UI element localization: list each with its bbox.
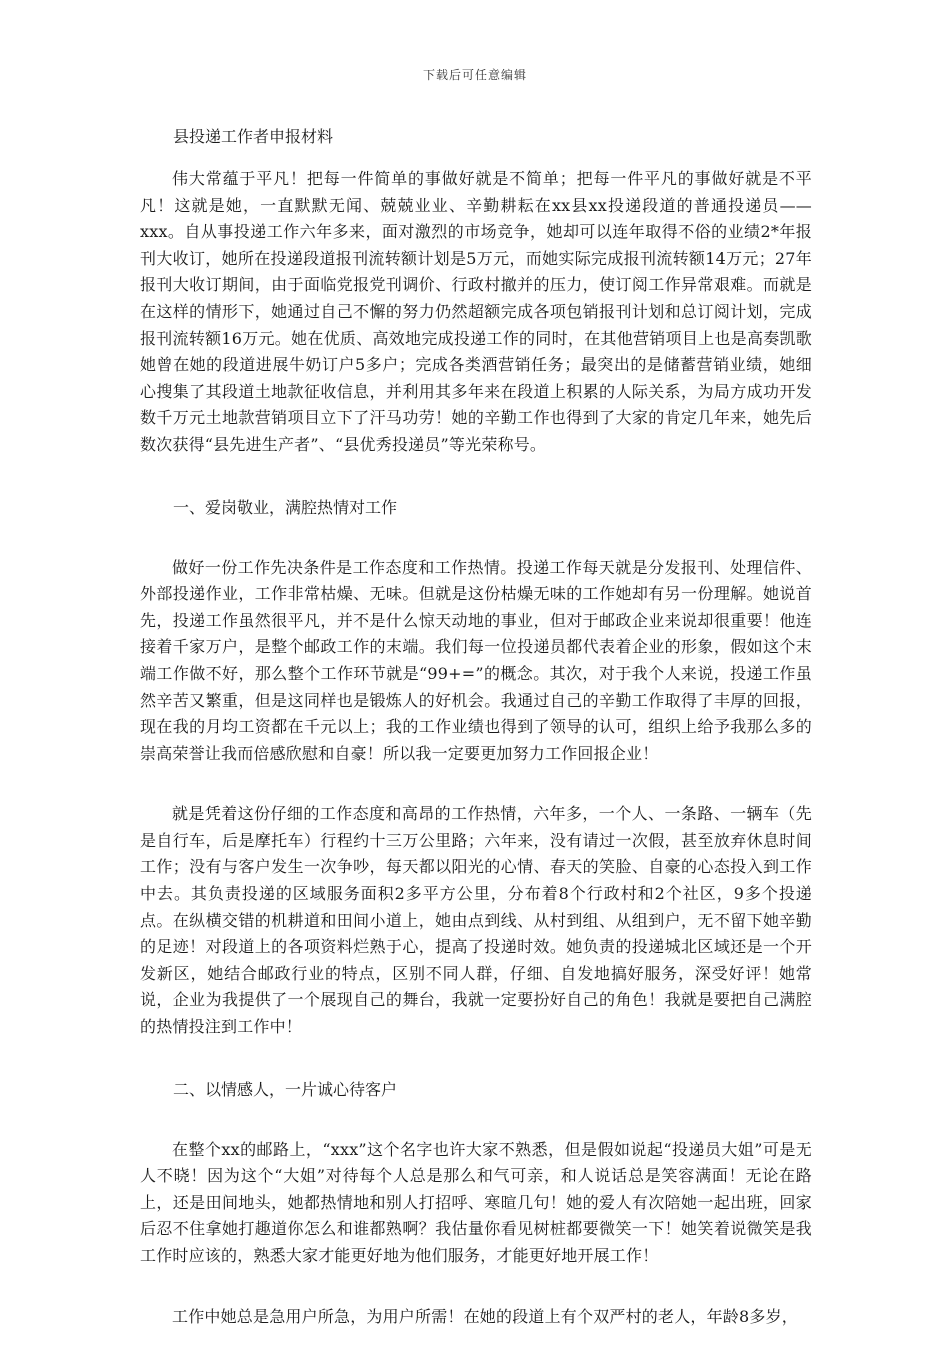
header-note: 下载后可任意编辑 bbox=[422, 68, 527, 82]
document-title: 县投递工作者申报材料 bbox=[173, 127, 334, 146]
paragraph-section2-b: 工作中她总是急用户所急，为用户所需！在她的段道上有个双严村的老人，年龄8多岁， bbox=[172, 1306, 798, 1326]
document-body bbox=[140, 122, 812, 1364]
paragraph-section1-a: 做好一份工作先决条件是工作态度和工作热情。投递工作每天就是分发报刊、处理信件、外部投递作业，工作非常枯燥、无味。但就是这份枯燥无味的工作她却有另一份理解。她说首先，投递工作虽然很平凡，并不是什么惊天动地的事业，但对于邮政企业来说却很重要！他连接着千家万户，是整个邮政工作的末端。我们每一位投递员都代表着企业的形象，假如这个末端工作做不好，那么整个工作环节就是“99+=”的概念。其次，对于我个人来说，投递工作虽然辛苦又繁重，但是这同样也是锻炼人的好机会。我通过自己的辛勤工作取得了丰厚的回报，现在我的月均工资都在千元以上；我的工作业绩也得到了领导的认可，组织上给予我那么多的崇高荣誉让我而倍感欣慰和自豪！所以我一定要更加努力工作回报企业！ bbox=[140, 557, 812, 763]
section-heading-2: 二、以情感人，一片诚心待客户 bbox=[173, 1079, 398, 1099]
paragraph-section1-b: 就是凭着这份仔细的工作态度和高昂的工作热情，六年多，一个人、一条路、一辆车（先是自行车，后是摩托车）行程约十三万公里路；六年来，没有请过一次假，甚至放弃休息时间工作；没有与客户发生一次争吵，每天都以阳光的心情、春天的笑脸、自豪的心态投入到工作中去。其负责投递的区域服务面积2多平方公里，分布着8个行政村和2个社区，9多个投递点。在纵横交错的机耕道和田间小道上，她由点到线、从村到组、从组到户，无不留下她辛勤的足迹！对段道上的各项资料烂熟于心，提高了投递时效。她负责的投递城北区域还是一个开发新区，她结合邮政行业的特点，区别不同人群，仔细、自发地搞好服务，深受好评！她常说，企业为我提供了一个展现自己的舞台，我就一定要扮好自己的角色！我就是要把自己满腔的热情投注到工作中！ bbox=[140, 804, 812, 1037]
paragraph-section2-a: 在整个xx的邮路上，“xxx”这个名字也许大家不熟悉，但是假如说起“投递员大姐”可是无人不晓！因为这个“大姐”对待每个人总是那么和气可亲，和人说话总是笑容满面！无论在路上，还是田间地头，她都热情地和别人打招呼、寒暄几句！她的爱人有次陪她一起出班，回家后忍不住拿她打趣道你怎么和谁都熟啊？我估量你看见树桩都要微笑一下！她笑着说微笑是我工作时应该的，熟悉大家才能更好地为他们服务，才能更好地开展工作！ bbox=[140, 1139, 812, 1265]
paragraph-intro: 伟大常蕴于平凡！把每一件简单的事做好就是不简单；把每一件平凡的事做好就是不平凡！这就是她，一直默默无闻、兢兢业业、辛勤耕耘在xx县xx投递段道的普通投递员——xxx。自从事投递工作六年多来，面对激烈的市场竞争，她却可以连年取得不俗的业绩2*年报刊大收订，她所在投递段道报刊流转额计划是5万元，而她实际完成报刊流转额14万元；27年报刊大收订期间，由于面临党报党刊调价、行政村撤并的压力，使订阅工作异常艰难。而就是在这样的情形下，她通过自己不懈的努力仍然超额完成各项包销报刊计划和总订阅计划，完成报刊流转额16万元。她在优质、高效地完成投递工作的同时，在其他营销项目上也是高奏凯歌她曾在她的段道进展牛奶订户5多户；完成各类酒营销任务；最突出的是储蓄营销业绩，她细心搜集了其段道土地款征收信息，并利用其多年来在段道上积累的人际关系，为局方成功开发数千万元土地款营销项目立下了汗马功劳！她的辛勤工作也得到了大家的肯定几年来，她先后数次获得“县先进生产者”、“县优秀投递员”等光荣称号。 bbox=[140, 169, 812, 454]
section-heading-1: 一、爱岗敬业，满腔热情对工作 bbox=[173, 497, 398, 517]
